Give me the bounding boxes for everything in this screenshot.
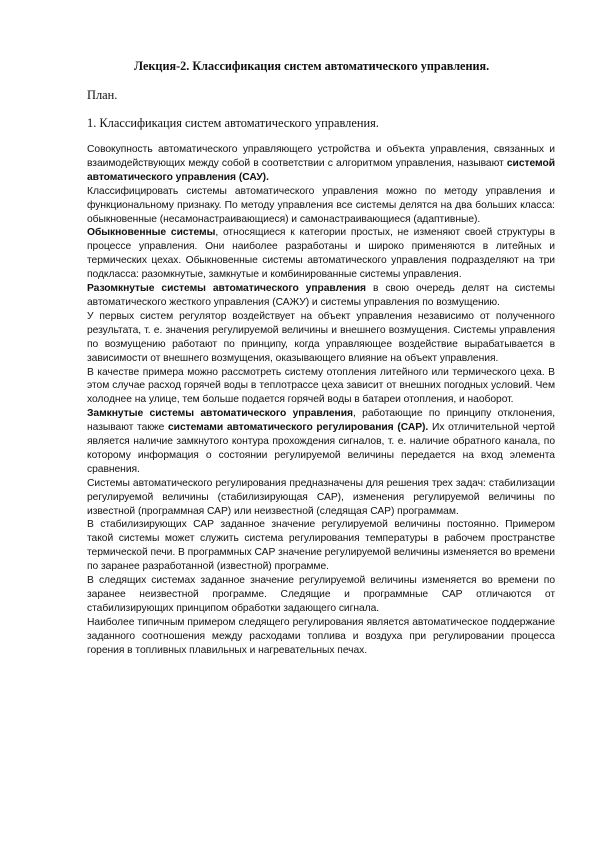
paragraph-11: Наиболее типичным примером следящего регулирования является автоматическое поддержание заданного соотношения между расходами топлива и воздуха при регулировании процесса горения в топливных плавильных и нагревательных печах. [87,616,555,656]
paragraph-7 [87,407,555,477]
paragraph-4 [87,282,555,310]
paragraph-4-text: в свою очередь делят на системы автоматического жесткого управления (САЖУ) и системы управления по возмущению. [87,283,555,308]
paragraph-7-bold-term: Замкнутые системы автоматического управления [87,408,353,420]
paragraph-4-bold-term: Разомкнутые системы автоматического управления [87,283,366,295]
paragraph-10: В следящих системах заданное значение регулируемой величины изменяется во времени по заранее неизвестной программе. Следящие и программные САР отличаются от стабилизирующих принципом обработки задающего сигнала. [87,575,555,614]
plan-label: План. [87,88,118,102]
paragraph-7-bold-term-2: системами автоматического регулирования (САР). [167,422,429,434]
paragraph-2: Классифицировать системы автоматического управления можно по методу управления и функциональному признаку. По методу управления все системы делятся на два больших класса: обыкновенные (несамонастраивающиеся) и самонастраивающиеся (адаптивные). [87,185,555,225]
document-body [87,143,555,658]
paragraph-7-text-mid: , работающие по принципу отклонения, называют также [87,408,556,434]
lecture-title: Лекция-2. Классификация систем автоматического управления. [134,59,490,73]
paragraph-8: Системы автоматического регулирования предназначены для решения трех задач: стабилизации регулируемой величины (стабилизирующая САР), изменения регулируемой величины по известной (программная САР) или неизвестной (следящая САР) программам. [87,477,555,517]
paragraph-1-bold-term: системой автоматического управления (САУ). [87,157,555,183]
paragraph-7-text: Их отличительной чертой является наличие замкнутого контура прохождения сигналов, т. е. наличие обратного канала, по которому информация о состоянии регулируемой величины передается на вход элемента сравнения. [87,422,556,475]
paragraph-1 [87,143,555,185]
paragraph-9: В стабилизирующих САР заданное значение регулируемой величины постоянно. Примером такой системы может служить система регулирования температуры в рабочем пространстве термической печи. В программных САР значение регулируемой величины изменяется во времени по заранее разработанной (известной) программе. [87,519,556,573]
section-heading: 1. Классификация систем автоматического управления. [87,116,379,130]
paragraph-3-text: , относящиеся к категории простых, не изменяют своей структуры в процессе управления. Они наиболее разработаны и широко применяются в литейных и термических цехах. Обыкновенные системы автоматического управления подразделяют на три подкласса: разомкнутые, замкнутые и комбинированные системы управления. [87,227,555,281]
paragraph-5: У первых систем регулятор воздействует на объект управления независимо от полученного результата, т. е. значения регулируемой величины и внешнего возмущения. Системы управления по возмущению работают по принципу, когда управляющее воздействие вырабатывается в зависимости от внешнего возмущения, оказывающего влияние на объект управления. [87,310,555,364]
paragraph-3 [87,226,555,282]
paragraph-1-text: Совокупность автоматического управляющего устройства и объекта управления, связанных и взаимодействующих между собой в соответствии с алгоритмом управления, называют [87,144,555,169]
paragraph-6: В качестве примера можно рассмотреть систему отопления литейного или термического цеха. В этом случае расход горячей воды в теплотрассе цеха зависит от внешних погодных условий. Чем холоднее на улице, тем больше подается горячей воды в батареи отопления, и наоборот. [87,366,555,406]
paragraph-3-bold-term: Обыкновенные системы [87,227,216,239]
